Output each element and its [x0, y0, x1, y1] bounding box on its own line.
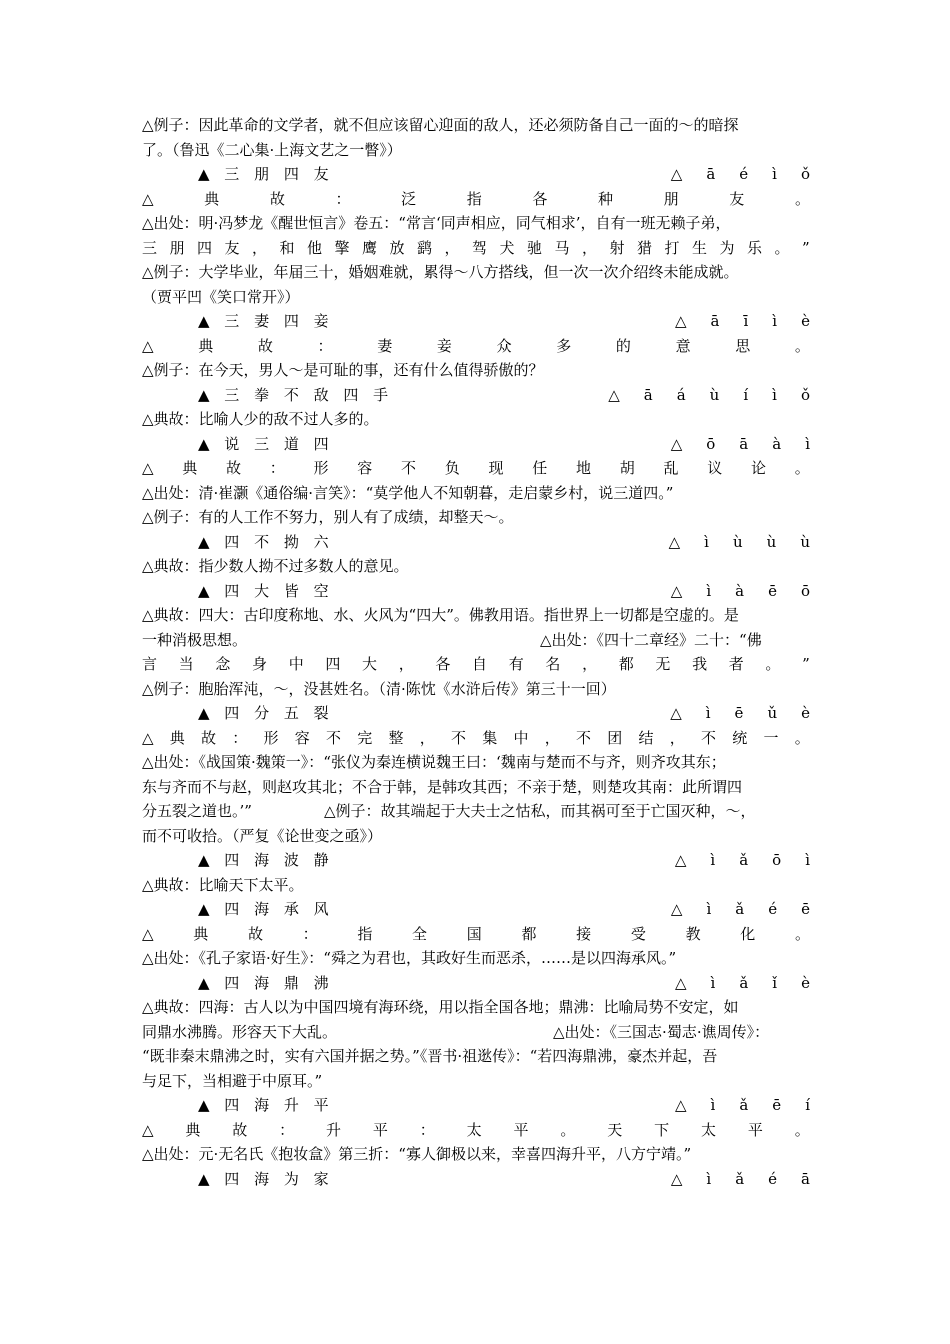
definition-text-char: 完	[357, 728, 373, 747]
idiom-title: ▲ 四 海 承 风	[198, 900, 334, 918]
source-example-line-part-b: △例子：故其端起于大夫士之怙私，而其祸可至于亡国灭种，～，	[323, 802, 756, 820]
definition-text-char: 议	[707, 459, 723, 477]
source-text-char: ，	[444, 238, 460, 257]
source-text-char: 朋	[169, 238, 185, 257]
definition-text-char: 全	[412, 924, 428, 943]
source-text-char: 者	[728, 655, 744, 673]
source-text-char: 当	[178, 655, 194, 673]
entry-heading	[142, 1167, 810, 1192]
source-example-line	[142, 799, 810, 824]
pinyin-mark: ì	[706, 581, 712, 600]
definition-text-char: 。	[560, 1120, 576, 1139]
definition-text-char: ：	[317, 336, 333, 355]
definition-text-char: 不	[701, 728, 717, 747]
definition-text-char: 思	[735, 336, 751, 355]
definition-text-char: 一	[763, 728, 779, 747]
definition-text-char: 不	[451, 728, 467, 747]
pinyin-mark: ì	[710, 1096, 716, 1114]
definition-source-line-part-a: 一种消极思想。	[142, 630, 248, 649]
source-text	[142, 236, 810, 261]
definition-text-char: 多	[556, 336, 572, 355]
idiom-title: ▲ 三 朋 四 友	[198, 165, 334, 183]
pinyin-tones	[650, 579, 810, 604]
entry-heading	[142, 701, 810, 726]
pinyin-mark: ù	[709, 385, 720, 404]
definition-text-char: 故	[257, 336, 273, 355]
idiom-title: ▲ 四 分 五 裂	[198, 704, 334, 722]
pinyin-tones	[650, 897, 810, 922]
idiom-title: ▲ 四 海 鼎 沸	[198, 973, 334, 992]
source-text-char: 大	[362, 655, 378, 673]
source-text-char: 打	[664, 238, 680, 257]
pinyin-mark: ǎ	[735, 1169, 745, 1188]
idiom-title: ▲ 四 海 升 平	[198, 1096, 334, 1114]
pinyin-mark: è	[801, 704, 810, 722]
definition-text-char: 论	[751, 459, 767, 477]
source-text-char: 我	[692, 655, 708, 673]
source-text: 东与齐而不与赵，则赵攻其北；不合于韩，是韩攻其西；不亲于楚，则楚攻其南：此所谓四	[142, 777, 743, 796]
source-text-char: 射	[609, 238, 625, 257]
definition-text: △典故：四海：古人以为中国四境有海环绕，用以指全国各地；鼎沸：比喻局势不安定，如	[142, 998, 739, 1016]
example-text: △例子：因此革命的文学者，就不但应该留心迎面的敌人，还必须防备自己一面的～的暗探	[142, 116, 739, 134]
pinyin-mark: ē	[768, 581, 777, 600]
definition-text-char: 指	[466, 189, 482, 208]
source-text-char: 为	[719, 238, 735, 257]
definition-text-char: 乱	[663, 459, 679, 477]
definition-text-char: △	[142, 924, 154, 943]
definition-text-char: 典	[198, 336, 214, 355]
definition-text-char: 负	[444, 459, 460, 477]
pinyin-mark: ì	[805, 434, 810, 453]
pinyin-mark: △	[670, 900, 683, 918]
example-text: 了。（鲁迅《二心集·上海文艺之一瞥》）	[142, 140, 402, 159]
pinyin-mark: ē	[734, 704, 744, 722]
definition-text-char: 结	[638, 728, 654, 747]
definition-text-char: 典	[204, 189, 220, 208]
source-text-char: 驰	[527, 238, 543, 257]
definition-text-char: ：	[419, 1120, 435, 1139]
definition-text-char: 不	[576, 728, 592, 747]
source-text: △出处：元·无名氏《抱妆盒》第三折：“寡人御极以来，幸喜四海升平，八方宁靖。”	[142, 1145, 692, 1163]
pinyin-mark: ē	[772, 1096, 782, 1114]
example-text: △例子：在今天，男人～是可耻的事，还有什么值得骄傲的？	[142, 361, 544, 379]
pinyin-mark: é	[768, 900, 778, 918]
definition-text-char: 都	[521, 924, 537, 943]
pinyin-mark: ō	[800, 581, 810, 600]
definition-text-char: 不	[401, 459, 417, 477]
definition-text-char: 泛	[401, 189, 417, 208]
definition-text	[142, 922, 810, 947]
entry-heading	[142, 971, 810, 996]
definition-source-line	[142, 628, 810, 653]
source-text-char: 四	[325, 655, 341, 673]
pinyin-mark: ǒ	[800, 385, 810, 404]
idiom-title: ▲ 四 海 波 静	[198, 851, 334, 869]
source-text: △出处：明·冯梦龙《醒世恒言》卷五：“常言‘同声相应，同气相求’，自有一班无赖子弟，	[142, 214, 731, 232]
source-text-char: 鹞	[417, 238, 433, 257]
definition-text: △典故：比喻天下太平。	[142, 875, 304, 894]
definition-text-char: 地	[576, 459, 592, 477]
definition-text: △典故：比喻人少的敌不过人多的。	[142, 410, 379, 428]
source-text-char: 无	[655, 655, 671, 673]
pinyin-tones	[650, 1167, 810, 1192]
source-text-char: 三	[142, 238, 158, 257]
document-page	[142, 113, 810, 1191]
idiom-title: ▲ 三 妻 四 妾	[198, 312, 334, 330]
source-text-char: ，	[582, 655, 598, 673]
pinyin-mark: ì	[705, 704, 711, 722]
definition-text-char: 教	[685, 924, 701, 943]
idiom-title: ▲ 说 三 道 四	[198, 434, 334, 453]
source-text-char: 名	[545, 655, 561, 673]
pinyin-mark: ì	[706, 1169, 712, 1188]
example-text: 而不可收拾。（严复《论世变之亟》）	[142, 826, 383, 845]
pinyin-mark: è	[801, 973, 810, 992]
pinyin-mark: ō	[706, 434, 716, 453]
source-text-char: 。	[765, 655, 781, 673]
pinyin-mark: í	[805, 1096, 810, 1114]
pinyin-mark: △	[670, 434, 683, 453]
definition-text-char: 。	[794, 189, 810, 208]
idiom-title: ▲ 三 拳 不 敌 四 手	[198, 385, 394, 404]
definition-text-char: 中	[513, 728, 529, 747]
source-text-char: 中	[288, 655, 304, 673]
pinyin-mark: ì	[805, 851, 810, 869]
definition-text-char: 典	[169, 728, 185, 747]
pinyin-mark: ǎ	[739, 973, 749, 992]
definition-text-char: 化	[740, 924, 756, 943]
definition-text-char: 容	[357, 459, 373, 477]
definition-text-char: 。	[794, 728, 810, 747]
definition-text-char: 形	[313, 459, 329, 477]
source-text-char: 各	[435, 655, 451, 673]
pinyin-mark: à	[772, 434, 782, 453]
definition-text-char: 妾	[436, 336, 452, 355]
pinyin-mark: ǎ	[735, 900, 745, 918]
pinyin-mark: ì	[706, 900, 712, 918]
definition-source-line-part-b: △出处：《四十二章经》二十：“佛	[540, 630, 762, 649]
definition-text-char: 太	[466, 1120, 482, 1139]
definition-text-char: 国	[466, 924, 482, 943]
definition-text-char: △	[142, 336, 154, 355]
pinyin-mark: △	[670, 704, 682, 722]
source-text-char: 友	[224, 238, 240, 257]
definition-text	[142, 334, 810, 359]
source-text-char: 乐	[747, 238, 763, 257]
pinyin-mark: é	[768, 1169, 778, 1188]
definition-text-char: 众	[496, 336, 512, 355]
definition-text-char: 典	[185, 1120, 201, 1139]
example-text: △例子：有的人工作不努力，别人有了成绩，却整天～。	[142, 508, 514, 526]
pinyin-mark: △	[608, 385, 620, 404]
source-text-char: 猎	[637, 238, 653, 257]
pinyin-mark: △	[670, 581, 683, 600]
definition-text-char: ，	[544, 728, 560, 747]
source-text-char: ”	[802, 238, 810, 257]
pinyin-tones	[650, 530, 810, 555]
pinyin-mark: ō	[772, 851, 782, 869]
source-text-char: 有	[508, 655, 524, 673]
source-text-char: ”	[802, 655, 810, 673]
source-text-char: 念	[215, 655, 231, 673]
definition-text-char: 集	[482, 728, 498, 747]
pinyin-mark: ù	[766, 532, 777, 551]
source-text	[142, 652, 810, 677]
definition-text-char: 不	[326, 728, 342, 747]
definition-text-char: 升	[326, 1120, 342, 1139]
pinyin-mark: ā	[643, 385, 653, 404]
definition-text	[142, 456, 810, 481]
definition-text-char: 平	[513, 1120, 529, 1139]
idiom-title: ▲ 四 海 为 家	[198, 1169, 334, 1188]
pinyin-mark: è	[801, 312, 810, 330]
source-text-char: 四	[197, 238, 213, 257]
definition-text-char: 现	[488, 459, 504, 477]
definition-text-char: 天	[607, 1120, 623, 1139]
definition-text-char: 胡	[619, 459, 635, 477]
definition-source-line-part-b: △出处：《三国志·蜀志·谯周传》：	[553, 1022, 770, 1041]
definition-text-char: 下	[654, 1120, 670, 1139]
definition-text-char: ，	[419, 728, 435, 747]
definition-text-char: 。	[794, 336, 810, 355]
source-text: “既非秦末鼎沸之时，实有六国并据之势。”《晋书·祖逖传》：“若四海鼎沸，豪杰并起，吾	[142, 1047, 718, 1065]
definition-text-char: 受	[630, 924, 646, 943]
definition-text-char: 典	[182, 459, 198, 477]
definition-text	[142, 726, 810, 751]
example-text: △例子：大学毕业，年届三十，婚姻难就，累得～八方搭线，但一次一次介绍终未能成就。	[142, 263, 739, 281]
pinyin-mark: ì	[772, 385, 777, 404]
pinyin-mark: ì	[704, 532, 709, 551]
definition-text-char: 各	[532, 189, 548, 208]
pinyin-mark: ā	[710, 312, 720, 330]
source-text-char: ，	[398, 655, 414, 673]
source-text-char: ，	[252, 238, 268, 257]
pinyin-mark: á	[676, 385, 686, 404]
pinyin-tones	[650, 848, 810, 873]
definition-text	[142, 1118, 810, 1143]
source-text-char: 言	[142, 655, 158, 673]
definition-text-char: △	[142, 459, 154, 477]
source-example-line-part-a: 分五裂之道也。’”	[142, 802, 252, 820]
source-text-char: 驾	[472, 238, 488, 257]
pinyin-tones	[650, 309, 810, 334]
pinyin-mark: △	[674, 973, 687, 992]
definition-text-char: 平	[372, 1120, 388, 1139]
pinyin-mark: ā	[801, 1169, 810, 1188]
definition-text: △典故：指少数人拗不过多数人的意见。	[142, 557, 409, 575]
definition-text-char: 妻	[377, 336, 393, 355]
pinyin-mark: ā	[706, 165, 716, 183]
entry-heading	[142, 579, 810, 604]
definition-text-char: 意	[675, 336, 691, 355]
entry-heading	[142, 383, 810, 408]
pinyin-tones	[650, 432, 810, 457]
pinyin-mark: ǐ	[772, 973, 778, 992]
pinyin-mark: △	[674, 851, 687, 869]
definition-text-char: 形	[263, 728, 279, 747]
pinyin-mark: ǎ	[739, 1096, 749, 1114]
definition-text-char: △	[142, 1120, 154, 1139]
definition-text-char: 典	[193, 924, 209, 943]
source-text: 与足下，当相避于中原耳。”	[142, 1071, 323, 1090]
source-text-char: 和	[279, 238, 295, 257]
definition-text-char: 指	[357, 924, 373, 943]
entry-heading	[142, 848, 810, 873]
pinyin-mark: ē	[801, 900, 810, 918]
definition-text-char: ：	[279, 1120, 295, 1139]
example-text: （贾平凹《笑口常开》）	[142, 287, 300, 306]
definition-text-char: 团	[607, 728, 623, 747]
definition-text-char: 。	[794, 459, 810, 477]
pinyin-mark: ī	[743, 312, 749, 330]
pinyin-mark: △	[670, 1169, 683, 1188]
definition-text-char: 朋	[663, 189, 679, 208]
example-text: △例子：胞胎浑沌，～，没甚姓名。（清·陈忱《水浒后传》第三十一回）	[142, 679, 616, 698]
source-text-char: 生	[692, 238, 708, 257]
pinyin-tones	[650, 701, 810, 726]
pinyin-mark: à	[735, 581, 745, 600]
pinyin-mark: ì	[710, 973, 716, 992]
pinyin-mark: é	[739, 165, 749, 183]
definition-text-char: 整	[388, 728, 404, 747]
source-text-char: ，	[582, 238, 598, 257]
pinyin-tones	[650, 162, 810, 187]
entry-heading	[142, 162, 810, 187]
source-text-char: 他	[307, 238, 323, 257]
definition-text-char: ：	[302, 924, 318, 943]
source-text-char: 擎	[334, 238, 350, 257]
source-text: △出处：清·崔灏《通俗编·言笑》：“莫学他人不知朝暮，走启蒙乡村，说三道四。”	[142, 483, 674, 502]
definition-text-char: 容	[294, 728, 310, 747]
idiom-title: ▲ 四 大 皆 空	[198, 581, 334, 600]
pinyin-mark: ǒ	[800, 165, 810, 183]
pinyin-mark: △	[674, 1096, 687, 1114]
pinyin-mark: ā	[739, 434, 749, 453]
definition-text-char: 的	[615, 336, 631, 355]
definition-source-line	[142, 1020, 810, 1045]
pinyin-mark: △	[670, 165, 683, 183]
pinyin-mark: △	[674, 312, 687, 330]
definition-text-char: 统	[732, 728, 748, 747]
source-text-char: 犬	[499, 238, 515, 257]
entry-heading	[142, 432, 810, 457]
definition-text-char: 故	[232, 1120, 248, 1139]
source-text-char: 都	[618, 655, 634, 673]
definition-text-char: ，	[669, 728, 685, 747]
pinyin-tones	[650, 971, 810, 996]
idiom-title: ▲ 四 不 拗 六	[198, 532, 334, 551]
pinyin-mark: △	[668, 532, 681, 551]
source-text-char: 放	[389, 238, 405, 257]
definition-text-char: 故	[226, 459, 242, 477]
source-text-char: 鹰	[362, 238, 378, 257]
entry-heading	[142, 309, 810, 334]
definition-text-char: 接	[576, 924, 592, 943]
definition-text: △典故：四大：古印度称地、水、火风为“四大”。佛教用语。指世界上一切都是空虚的。是	[142, 606, 739, 624]
pinyin-mark: ǎ	[739, 851, 749, 869]
pinyin-mark: ì	[772, 312, 778, 330]
pinyin-mark: ì	[710, 851, 716, 869]
pinyin-tones	[650, 1093, 810, 1118]
source-text: △出处：《孔子家语·好生》：“舜之为君也，其政好生而恶杀，……是以四海承风。”	[142, 949, 677, 967]
entry-heading	[142, 530, 810, 555]
definition-text-char: 平	[747, 1120, 763, 1139]
source-text: △出处：《战国策·魏策一》：“张仪为秦连横说魏王曰：‘魏南与楚而不与齐，则齐攻其东；	[142, 753, 726, 771]
definition-text-char: ：	[335, 189, 351, 208]
source-text-char: 身	[252, 655, 268, 673]
pinyin-mark: í	[743, 385, 749, 404]
definition-text-char: 太	[701, 1120, 717, 1139]
pinyin-mark: ù	[732, 532, 743, 551]
definition-text-char: ：	[269, 459, 285, 477]
definition-text-char: 。	[794, 924, 810, 943]
definition-text-char: 故	[201, 728, 217, 747]
source-text-char: 自	[472, 655, 488, 673]
pinyin-mark: ì	[772, 165, 777, 183]
source-text-char: 马	[554, 238, 570, 257]
definition-text-char: 种	[598, 189, 614, 208]
pinyin-tones	[608, 383, 810, 408]
definition-text-char: 友	[729, 189, 745, 208]
entry-heading	[142, 1093, 810, 1118]
definition-text	[142, 187, 810, 212]
entry-heading	[142, 897, 810, 922]
definition-text-char: 。	[794, 1120, 810, 1139]
pinyin-mark: ǔ	[767, 704, 778, 722]
definition-text-char: 故	[269, 189, 285, 208]
definition-text-char: △	[142, 189, 154, 208]
definition-source-line-part-a: 同鼎水沸腾。形容天下大乱。	[142, 1022, 338, 1041]
pinyin-mark: ù	[800, 532, 810, 551]
definition-text-char: 任	[532, 459, 548, 477]
definition-text-char: △	[142, 728, 154, 747]
definition-text-char: ：	[232, 728, 248, 747]
definition-text-char: 故	[247, 924, 263, 943]
source-text-char: 。	[774, 238, 790, 257]
